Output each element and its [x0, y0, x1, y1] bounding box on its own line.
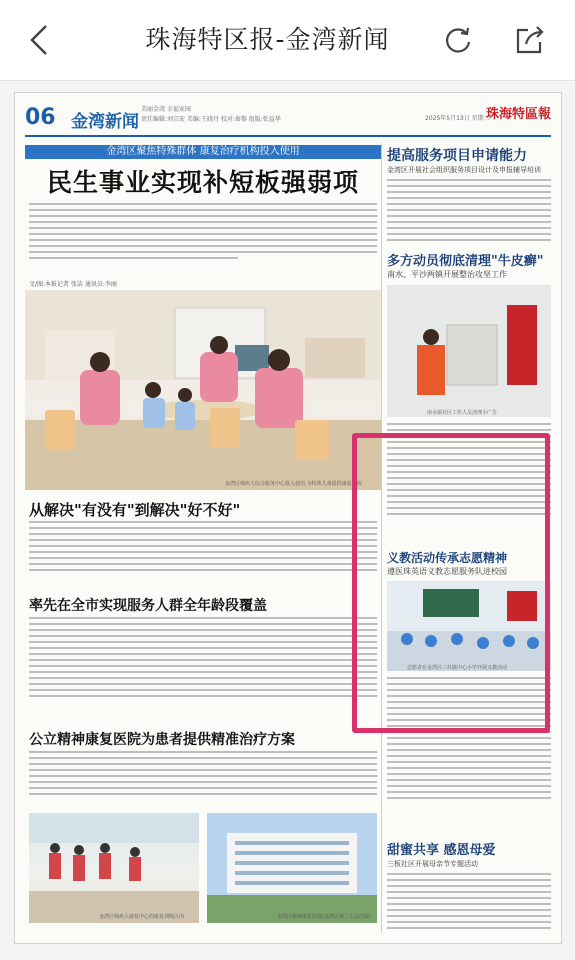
newspaper-logo: 珠海特區報 [485, 107, 551, 122]
bottom-caption-right: 金湾区精神康复医院(金湾区第二人民医院) [277, 914, 371, 920]
refresh-icon [436, 18, 480, 62]
lead-band: 金湾区聚焦特殊群体 康复治疗机构投入使用 [25, 145, 381, 159]
bottom-caption-left: 金湾区残疾人康复中心的康复训练区内 [99, 914, 185, 920]
article-title-2: 率先在全市实现服务人群全年龄段覆盖 [29, 598, 267, 614]
article-body-2 [29, 617, 377, 713]
right-photo-1[interactable] [387, 285, 551, 417]
refresh-button[interactable] [436, 18, 480, 62]
masthead-editors: 责任编辑:刘宗宏 美编:王晓丹 校对:秦黎 组版:张益华 [141, 116, 281, 123]
share-button[interactable] [508, 18, 552, 62]
right-article-subtitle-2: 南水、平沙两镇开展整治攻坚工作 [387, 270, 507, 279]
lead-body-text [29, 203, 377, 273]
right-photo-caption-1: 南水镇社区工作人员清理小广告 [427, 410, 498, 416]
selected-article-highlight[interactable] [352, 433, 550, 733]
lead-photo-illustration [25, 290, 381, 490]
right-article-title-2: 多方动员彻底清理"牛皮癣" [387, 254, 544, 269]
article-title-1: 从解决"有没有"到解决"好不好" [29, 501, 241, 519]
hospital-building-illustration [207, 813, 377, 923]
right-article-title-4: 甜蜜共享 感恩母爱 [387, 843, 496, 858]
right-article-subtitle-1: 金湾区开展社会组织服务项目设计及申报辅导培训 [387, 166, 541, 174]
article-title-3: 公立精神康复医院为患者提供精准治疗方案 [29, 732, 295, 748]
bottom-photo-left[interactable] [29, 813, 199, 923]
back-chevron-icon [18, 18, 62, 62]
article-body-1 [29, 521, 377, 581]
right-article-subtitle-4: 三板社区开展母亲节专题活动 [387, 860, 478, 868]
page-title: 珠海特区报-金湾新闻 [145, 25, 390, 54]
masthead-meta [141, 105, 291, 125]
right-photo-caption-2: 志愿者在金湾区三灶镇中心小学开展义教活动 [407, 665, 508, 671]
page-masthead [25, 101, 551, 137]
right-article-title-1: 提高服务项目申请能力 [387, 148, 527, 164]
share-icon [508, 18, 552, 62]
article-body-3 [29, 751, 377, 801]
lead-photo[interactable] [25, 290, 381, 490]
right-article-body-4 [387, 873, 551, 933]
issue-date: 2025年5月13日 星期二 [425, 115, 490, 122]
right-article-subtitle-3: 遵医珠英语义教志愿服务队进校园 [387, 567, 507, 576]
masthead-tagline: 美丽金湾 幸福家园 [141, 106, 191, 113]
lead-byline: 文/图:本报记者 张洁 通讯员:李丽 [29, 281, 117, 288]
bottom-photo-right[interactable] [207, 813, 377, 923]
lead-headline: 民生事业实现补短板强弱项 [46, 168, 359, 197]
app-top-bar [0, 0, 575, 81]
back-button[interactable] [18, 18, 62, 62]
right-article-title-3: 义教活动传承志愿精神 [387, 551, 508, 565]
page-number: 06 [25, 105, 56, 130]
lead-photo-caption: 金湾区残疾人综合服务中心投入使用,为特殊儿童提供康复训练 [225, 481, 362, 487]
section-name: 金湾新闻 [71, 112, 139, 132]
street-cleanup-illustration [387, 285, 551, 417]
right-article-body-1 [387, 179, 551, 245]
rehab-room-illustration [29, 813, 199, 923]
